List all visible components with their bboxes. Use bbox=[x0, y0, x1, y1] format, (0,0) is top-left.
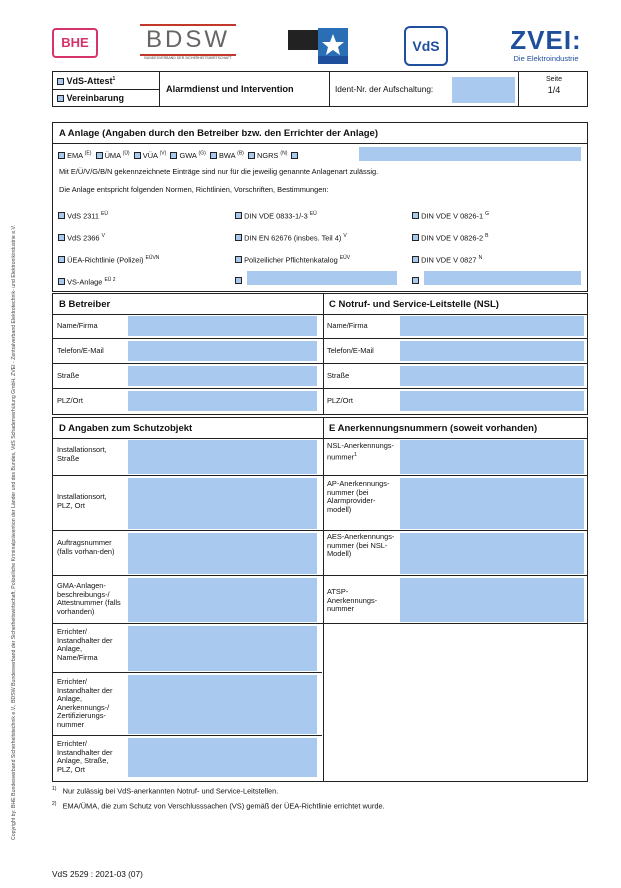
type-note: Mit E/Ü/V/G/B/N gekennzeichnete Einträge sind nur für die jeweilig genannte Anlagenart zulässig. bbox=[59, 167, 379, 176]
bdsw-logo bbox=[140, 24, 236, 62]
police-star-icon bbox=[288, 28, 348, 64]
norm-uea-richtlinie[interactable] bbox=[58, 254, 159, 264]
norm-label: VdS 2366 bbox=[67, 233, 100, 243]
d-location-street-input[interactable] bbox=[128, 440, 317, 474]
norm-sup: B bbox=[485, 233, 489, 239]
norm-sup: V bbox=[101, 233, 105, 239]
b-street-input[interactable] bbox=[128, 366, 317, 386]
norm-din-vde-0826-2-checkbox[interactable] bbox=[412, 234, 419, 241]
norm-label: DIN VDE V 0826-1 bbox=[421, 211, 484, 221]
type-ema[interactable] bbox=[58, 151, 91, 160]
footnote-number: 2) bbox=[52, 801, 57, 808]
type-bwa[interactable] bbox=[210, 151, 244, 160]
norm-sup: EÜ bbox=[309, 211, 317, 217]
section-a-divider bbox=[53, 143, 587, 144]
norm-sup: N bbox=[478, 255, 483, 261]
b-phone-input[interactable] bbox=[128, 341, 317, 361]
footnote-text: EMA/ÜMA, die zum Schutz von Verschlusssachen (VS) gemäß der ÜEA-Richtlinie errichtet wurde. bbox=[62, 801, 385, 811]
bhe-logo: BHE bbox=[52, 28, 98, 58]
e-row-label: AP-Anerkennungs-nummer (bei Alarmprovider-modell) bbox=[327, 479, 390, 514]
type-ema-checkbox[interactable] bbox=[58, 152, 65, 159]
norm-vds-2311-checkbox[interactable] bbox=[58, 212, 65, 219]
type-gwa-sup: (G) bbox=[198, 151, 206, 157]
bdsw-logo-word: BDSW bbox=[146, 26, 230, 53]
norm-din-vde-0833[interactable] bbox=[235, 210, 317, 220]
type-gwa-checkbox[interactable] bbox=[170, 152, 177, 159]
e-row-label: NSL-Anerkennungs-nummer bbox=[327, 441, 394, 462]
b-row bbox=[52, 364, 322, 389]
type-ema-label: EMA bbox=[67, 151, 83, 161]
d-installer-name-input[interactable] bbox=[128, 626, 317, 671]
vereinbarung-label: Vereinbarung bbox=[66, 93, 125, 103]
vereinbarung-checkbox[interactable] bbox=[57, 95, 64, 102]
d-row bbox=[52, 576, 322, 624]
d-row bbox=[52, 476, 322, 531]
norm-din-en-62676-checkbox[interactable] bbox=[235, 234, 242, 241]
c-row-label: Name/Firma bbox=[327, 321, 368, 330]
norm-label: DIN VDE V 0826-2 bbox=[421, 233, 484, 243]
e-row-label: AES-Anerkennungs-nummer (bei NSL-Modell) bbox=[327, 532, 395, 559]
d-row-label: Installationsort, PLZ, Ort bbox=[57, 492, 107, 510]
footnote-text: Nur zulässig bei VdS-anerkannten Notruf- und Service-Leitstellen. bbox=[62, 786, 279, 796]
b-city-input[interactable] bbox=[128, 391, 317, 411]
norm-label: DIN EN 62676 (insbes. Teil 4) bbox=[244, 233, 342, 243]
d-row bbox=[52, 736, 322, 781]
form-type-divider bbox=[53, 89, 159, 90]
page-label: Seite bbox=[546, 76, 562, 83]
b-row bbox=[52, 389, 322, 414]
norm-other-1-input[interactable] bbox=[247, 271, 397, 285]
d-gma-number-input[interactable] bbox=[128, 578, 317, 622]
type-vuea-sup: (V) bbox=[159, 151, 167, 157]
section-c-rows bbox=[322, 314, 588, 414]
ident-input[interactable] bbox=[452, 77, 515, 103]
norm-vs-anlage[interactable] bbox=[58, 276, 116, 286]
norm-sup: G bbox=[485, 211, 490, 217]
b-row-label: PLZ/Ort bbox=[57, 396, 83, 405]
c-row-label: PLZ/Ort bbox=[327, 396, 353, 405]
c-phone-input[interactable] bbox=[400, 341, 584, 361]
norm-other-2-checkbox[interactable] bbox=[412, 277, 419, 284]
attest-option[interactable] bbox=[57, 76, 157, 90]
norm-sup: EÜ bbox=[101, 211, 108, 217]
type-bwa-label: BWA bbox=[218, 151, 236, 161]
zvei-logo-subtitle: Die Elektroindustrie bbox=[513, 54, 579, 63]
footnote-number: 1) bbox=[52, 786, 57, 792]
norm-label: DIN VDE V 0827 bbox=[421, 255, 477, 265]
c-row bbox=[322, 364, 588, 389]
section-e-rows bbox=[322, 438, 588, 624]
d-row bbox=[52, 624, 322, 673]
attest-footnote-ref: 1 bbox=[112, 76, 116, 82]
type-ngrs[interactable] bbox=[248, 151, 287, 160]
norm-din-vde-0826-1[interactable] bbox=[412, 210, 489, 220]
section-a bbox=[52, 122, 588, 292]
norm-sup: EÜVN bbox=[145, 255, 160, 261]
e-nsl-number-input[interactable] bbox=[400, 440, 584, 474]
c-row bbox=[322, 314, 588, 339]
norm-din-vde-0826-2[interactable] bbox=[412, 232, 489, 242]
c-name-input[interactable] bbox=[400, 316, 584, 336]
type-bwa-checkbox[interactable] bbox=[210, 152, 217, 159]
d-row bbox=[52, 438, 322, 476]
norm-vds-2366[interactable] bbox=[58, 232, 105, 242]
section-e-title: E Anerkennungsnummern (soweit vorhanden) bbox=[329, 423, 538, 434]
type-bwa-sup: (B) bbox=[237, 151, 244, 157]
norm-other-2-input[interactable] bbox=[424, 271, 581, 285]
c-row bbox=[322, 339, 588, 364]
c-street-input[interactable] bbox=[400, 366, 584, 386]
d-row-label: Errichter/ Instandhalter der Anlage, Anerkennungs-/ Zertifizierungs-nummer bbox=[57, 677, 113, 729]
e-row bbox=[322, 531, 588, 576]
section-c-title: C Notruf- und Service-Leitstelle (NSL) bbox=[329, 299, 499, 310]
d-location-city-input[interactable] bbox=[128, 478, 317, 529]
form-type-cell bbox=[53, 72, 160, 106]
norm-other-2[interactable] bbox=[412, 276, 419, 285]
norm-sup: V bbox=[343, 233, 347, 239]
norm-sup: EÜV bbox=[339, 255, 351, 261]
norm-other-1[interactable] bbox=[235, 276, 242, 285]
d-installer-cert-input[interactable] bbox=[128, 675, 317, 734]
attest-checkbox[interactable] bbox=[57, 78, 64, 85]
norm-label: Polizeilicher Pflichtenkatalog bbox=[244, 255, 338, 265]
bdsw-logo-subtitle: BUNDESVERBAND DER SICHERHEITSWIRTSCHAFT bbox=[144, 56, 232, 60]
c-city-input[interactable] bbox=[400, 391, 584, 411]
norm-din-vde-0827-checkbox[interactable] bbox=[412, 256, 419, 263]
e-row bbox=[322, 438, 588, 476]
type-ngrs-label: NGRS bbox=[257, 151, 279, 161]
section-d-rows bbox=[52, 438, 322, 781]
e-row bbox=[322, 576, 588, 624]
e-row-sup: 1 bbox=[354, 451, 357, 458]
norm-vs-anlage-checkbox[interactable] bbox=[58, 278, 65, 285]
ident-label: Ident-Nr. der Aufschaltung: bbox=[335, 84, 434, 94]
norm-din-vde-0826-1-checkbox[interactable] bbox=[412, 212, 419, 219]
d-row-label: GMA-Anlagen-beschreibungs-/ Attestnummer (falls vorhanden) bbox=[57, 581, 121, 616]
type-ngrs-sup: (N) bbox=[280, 151, 288, 157]
norm-sup: EÜ 2 bbox=[104, 277, 116, 283]
d-row bbox=[52, 673, 322, 736]
c-row bbox=[322, 389, 588, 414]
norm-din-vde-0833-checkbox[interactable] bbox=[235, 212, 242, 219]
copyright-side-text: Copyright by: BHE Bundesverband Sicherheitstechnik e.V., BDSW Bundesverband der Sicherheitswirtschaft, Polizeiliche Kriminalprävention der Länder und des Bundes, VdS Schadenverhütung GmbH, ZVEI - Zentralverband Elektrotechnik- und Elektronikindustrie e.V. bbox=[11, 225, 17, 840]
type-gwa-label: GWA bbox=[179, 151, 197, 161]
footnotes bbox=[52, 786, 588, 811]
type-ngrs-checkbox[interactable] bbox=[248, 152, 255, 159]
b-row-label: Name/Firma bbox=[57, 321, 98, 330]
d-row-label: Installationsort, Straße bbox=[57, 445, 107, 463]
type-vuea[interactable] bbox=[134, 151, 167, 160]
vereinbarung-option[interactable] bbox=[57, 93, 157, 107]
document-id: VdS 2529 : 2021-03 (07) bbox=[52, 869, 143, 879]
type-uema-label: ÜMA bbox=[104, 151, 121, 161]
type-uema[interactable] bbox=[96, 151, 130, 160]
type-other-input[interactable] bbox=[359, 147, 581, 161]
section-a-title: A Anlage (Angaben durch den Betreiber bzw. den Errichter der Anlage) bbox=[59, 128, 379, 139]
d-installer-address-input[interactable] bbox=[128, 738, 317, 777]
e-row bbox=[322, 476, 588, 531]
b-row-label: Straße bbox=[57, 371, 80, 380]
page-cell bbox=[519, 72, 589, 106]
zvei-logo-word: ZVEI: bbox=[510, 25, 582, 55]
type-ema-sup: (E) bbox=[84, 151, 92, 157]
d-row-label: Auftragsnummer (falls vorhan-den) bbox=[57, 538, 115, 556]
d-row-label: Errichter/ Instandhalter der Anlage, Name/Firma bbox=[57, 627, 113, 662]
police-prevention-logo bbox=[288, 28, 348, 64]
ident-cell bbox=[330, 72, 519, 106]
c-row-label: Telefon/E-Mail bbox=[327, 346, 374, 355]
type-vuea-checkbox[interactable] bbox=[134, 152, 141, 159]
b-row-label: Telefon/E-Mail bbox=[57, 346, 104, 355]
form-header bbox=[52, 71, 588, 107]
b-row bbox=[52, 339, 322, 364]
e-ap-number-input[interactable] bbox=[400, 478, 584, 529]
footnote bbox=[52, 801, 588, 810]
norm-label: DIN VDE 0833-1/-3 bbox=[244, 211, 308, 221]
e-aes-number-input[interactable] bbox=[400, 533, 584, 574]
e-atsp-number-input[interactable] bbox=[400, 578, 584, 622]
norm-label: VdS 2311 bbox=[67, 211, 99, 221]
system-type-row bbox=[58, 150, 298, 160]
form-title: Alarmdienst und Intervention bbox=[166, 84, 294, 94]
c-row-label: Straße bbox=[327, 371, 350, 380]
norm-vds-2366-checkbox[interactable] bbox=[58, 234, 65, 241]
norm-pflichtenkatalog[interactable] bbox=[235, 254, 350, 264]
zvei-logo bbox=[500, 26, 592, 66]
norm-label: VS-Anlage bbox=[67, 277, 103, 287]
vds-logo: VdS bbox=[404, 26, 448, 66]
b-row bbox=[52, 314, 322, 339]
type-vuea-label: VÜA bbox=[142, 151, 158, 161]
norm-other-1-checkbox[interactable] bbox=[235, 277, 242, 284]
d-row bbox=[52, 531, 322, 576]
type-other-checkbox[interactable] bbox=[291, 152, 298, 159]
page-number: 1/4 bbox=[547, 85, 561, 95]
section-b-rows bbox=[52, 314, 322, 414]
type-uema-sup: (Ü) bbox=[122, 151, 130, 157]
norms-intro: Die Anlage entspricht folgenden Normen, Richtlinien, Vorschriften, Bestimmungen: bbox=[59, 185, 329, 194]
title-cell bbox=[160, 72, 330, 106]
norm-pflichtenkatalog-checkbox[interactable] bbox=[235, 256, 242, 263]
e-row-label: ATSP-Anerkennungs-nummer bbox=[327, 587, 378, 614]
type-gwa[interactable] bbox=[170, 151, 205, 160]
norm-din-en-62676[interactable] bbox=[235, 232, 347, 242]
norm-uea-richtlinie-checkbox[interactable] bbox=[58, 256, 65, 263]
b-name-input[interactable] bbox=[128, 316, 317, 336]
section-d-title: D Angaben zum Schutzobjekt bbox=[59, 423, 193, 434]
attest-label: VdS-Attest bbox=[66, 76, 113, 86]
footnote bbox=[52, 786, 588, 795]
d-order-number-input[interactable] bbox=[128, 533, 317, 574]
norm-vds-2311[interactable] bbox=[58, 210, 108, 220]
norm-label: ÜEA-Richtlinie (Polizei) bbox=[67, 255, 144, 265]
d-row-label: Errichter/ Instandhalter der Anlage, Straße, PLZ, Ort bbox=[57, 739, 113, 774]
section-b-title: B Betreiber bbox=[59, 299, 111, 310]
type-uema-checkbox[interactable] bbox=[96, 152, 103, 159]
norm-din-vde-0827[interactable] bbox=[412, 254, 482, 264]
